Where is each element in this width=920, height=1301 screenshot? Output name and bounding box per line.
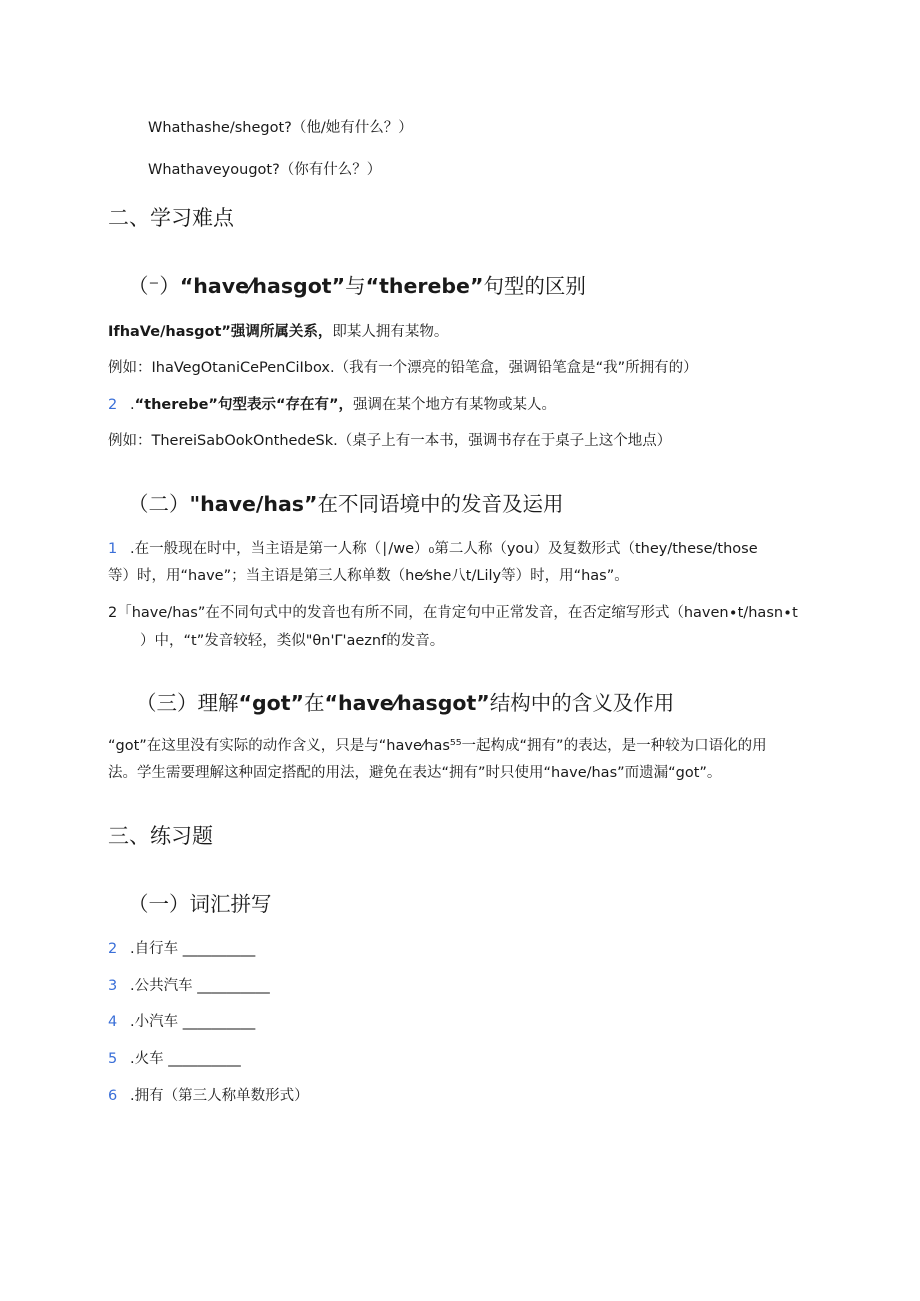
- item-number: 5: [108, 1051, 118, 1067]
- section-heading: 二、学习难点: [108, 206, 234, 230]
- paragraph-continuation: 法。学生需要理解这种固定搭配的用法，避免在表达“拥有”时只使用“have/has”而遗漏“got”。: [108, 765, 722, 781]
- paragraph-continuation: 等）时，用“have”；当主语是第三人称单数（he⁄she八t/Lily等）时，用“has”。: [108, 568, 629, 584]
- example-line: Whathashe/shegot?（他/她有什么？）: [148, 120, 413, 136]
- section-heading: 三、练习题: [108, 824, 213, 848]
- item-number: 4: [108, 1014, 118, 1030]
- exercise-item: 2 .自行车 __________: [108, 941, 256, 957]
- numbered-item: 2 .“therebe”句型表示“存在有”，强调在某个地方有某物或某人。: [108, 397, 557, 413]
- exercise-item: 5 .火车 __________: [108, 1051, 241, 1067]
- exercise-item: 6 .拥有（第三人称单数形式）: [108, 1088, 309, 1104]
- paragraph: “got”在这里没有实际的动作含义，只是与“have⁄has⁵⁵一起构成“拥有”的表达，是一种较为口语化的用: [108, 738, 767, 754]
- numbered-item: 2「have/has”在不同句式中的发音也有所不同，在肯定句中正常发音，在否定缩写形式（haven∙t∕hasn∙t: [108, 605, 798, 621]
- subsection-heading: （三）理解“got”在“have⁄hasgot”结构中的含义及作用: [136, 691, 675, 715]
- subsection-heading: （一）词汇拼写: [128, 892, 272, 916]
- example-line: Whathaveyougot?（你有什么？）: [148, 162, 382, 178]
- subsection-heading: （⁻）“have⁄hasgot”与“therebe”句型的区别: [128, 274, 586, 298]
- exercise-item: 3 .公共汽车 __________: [108, 978, 270, 994]
- paragraph: IfhaVe/hasgot”强调所属关系，即某人拥有某物。: [108, 324, 449, 340]
- numbered-item: 1 .在一般现在时中，当主语是第一人称（∣∕we）₀第二人称（you）及复数形式（they/these/those: [108, 541, 758, 557]
- paragraph: 例如：IhaVegOtaniCePenCiIbox.（我有一个漂亮的铅笔盒，强调铅笔盒是“我”所拥有的）: [108, 360, 698, 376]
- item-number: 6: [108, 1088, 118, 1104]
- item-number: 2: [108, 397, 118, 413]
- item-number: 3: [108, 978, 118, 994]
- item-number: 1: [108, 541, 118, 557]
- subsection-heading: （二）"have/has”在不同语境中的发音及运用: [128, 492, 564, 516]
- exercise-item: 4 .小汽车 __________: [108, 1014, 256, 1030]
- paragraph: 例如：ThereiSabOokOnthedeSk.（桌子上有一本书，强调书存在于桌子上这个地点）: [108, 433, 672, 449]
- item-number: 2: [108, 941, 118, 957]
- paragraph-continuation: ）中，“t”发音较轻，类似"θn'Γ'aeznf的发音。: [140, 633, 445, 649]
